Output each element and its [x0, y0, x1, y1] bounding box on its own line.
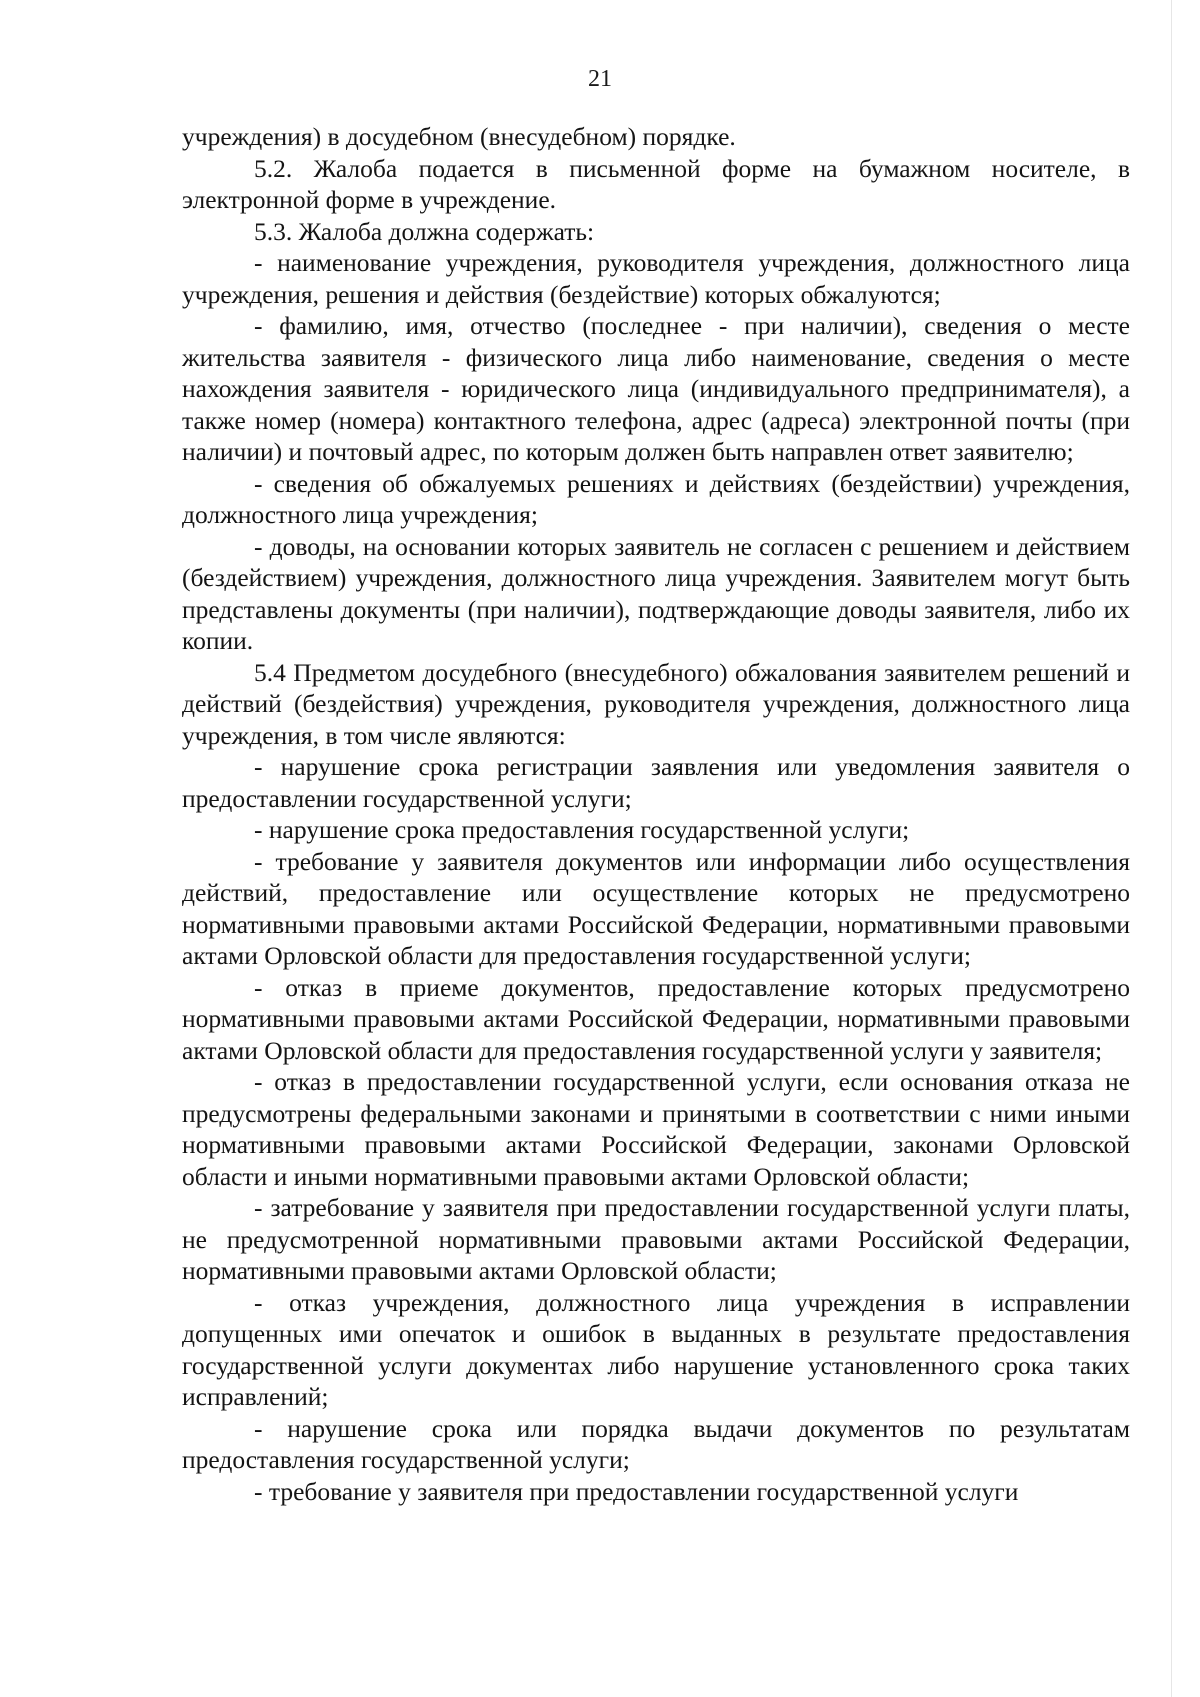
- list-item-requirement: - требование у заявителя при предоставлении государственной услуги: [254, 1476, 1019, 1506]
- paragraph-5-2: 5.2. Жалоба подается в письменной форме на бумажном носителе, в электронной форме в учреждение.: [182, 153, 1130, 214]
- document-body: [182, 121, 1130, 1507]
- list-item-fee-demand: - затребование у заявителя при предоставлении государственной услуги платы, не предусмотренной нормативными правовыми актами Российской Федерации, нормативными правовыми актами Орловской области;: [182, 1193, 1130, 1285]
- list-item-service-term-violation: - нарушение срока предоставления государственной услуги;: [254, 815, 910, 844]
- paragraph-5-3: 5.3. Жалоба должна содержать:: [254, 216, 595, 246]
- list-item-institution-name: - наименование учреждения, руководителя учреждения, должностного лица учреждения, решения и действия (бездействие) которых обжалуются;: [182, 248, 1130, 309]
- page-number: 21: [588, 66, 612, 92]
- list-item-appealed-decisions: - сведения об обжалуемых решениях и действиях (бездействии) учреждения, должностного лица учреждения;: [182, 468, 1130, 529]
- list-item-acceptance-refusal: - отказ в приеме документов, предоставление которых предусмотрено нормативными правовыми актами Российской Федерации, нормативными правовыми актами Орловской области для предоставления государственной услуги у заявителя;: [182, 972, 1130, 1065]
- list-item-issuance-violation: - нарушение срока или порядка выдачи документов по результатам предоставления государственной услуги;: [182, 1413, 1130, 1474]
- paragraph-5-4: 5.4 Предметом досудебного (внесудебного) обжалования заявителем решений и действий (бездействия) учреждения, руководителя учреждения, должностного лица учреждения, в том числе являются:: [182, 657, 1130, 750]
- list-item-arguments: - доводы, на основании которых заявитель не согласен с решением и действием (бездействием) учреждения, должностного лица учреждения. Заявителем могут быть представлены документы (при наличии), подтверждающие доводы заявителя, либо их копии.: [182, 531, 1130, 655]
- list-item-applicant-details: - фамилию, имя, отчество (последнее - при наличии), сведения о месте жительства заявителя - физического лица либо наименование, сведения о месте нахождения заявителя - юридического лица (индивидуального предпринимателя), а также номер (номера) контактного телефона, адрес (адреса) электронной почты (при наличии) и почтовый адрес, по которым должен быть направлен ответ заявителю;: [182, 311, 1130, 466]
- list-item-document-demand: - требование у заявителя документов или информации либо осуществления действий, предоставление или осуществление которых не предусмотрено нормативными правовыми актами Российской Федерации, нормативными правовыми актами Орловской области для предоставления государственной услуги;: [182, 846, 1130, 970]
- list-item-registration-violation: - нарушение срока регистрации заявления или уведомления заявителя о предоставлении государственной услуги;: [182, 752, 1130, 813]
- paragraph-continuation: учреждения) в досудебном (внесудебном) порядке.: [182, 122, 736, 151]
- list-item-service-refusal: - отказ в предоставлении государственной услуги, если основания отказа не предусмотрены федеральными законами и принятыми в соответствии с ними иными нормативными правовыми актами Российской Федерации, законами Орловской области и иными нормативными правовыми актами Орловской области;: [182, 1067, 1130, 1191]
- list-item-correction-refusal: - отказ учреждения, должностного лица учреждения в исправлении допущенных ими опечаток и ошибок в выданных в результате предоставления государственной услуги документах либо нарушение установленного срока таких исправлений;: [182, 1287, 1130, 1411]
- page-edge-line: [1171, 0, 1172, 1697]
